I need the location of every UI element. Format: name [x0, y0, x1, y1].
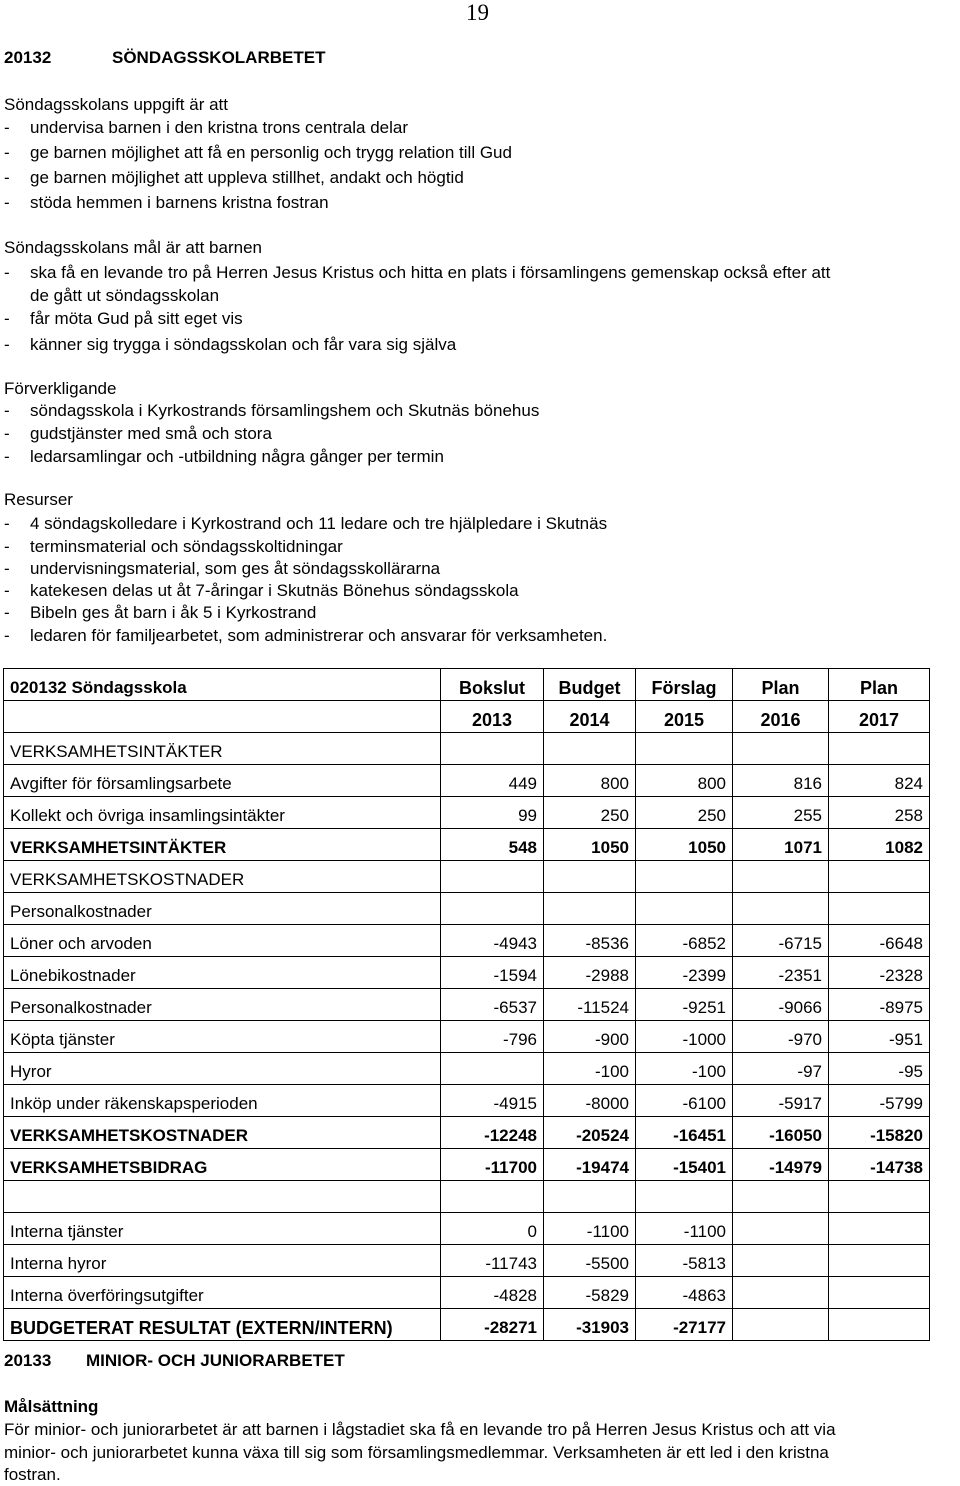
table-cell: -2988 — [544, 957, 636, 989]
table-cell: -4863 — [636, 1277, 733, 1309]
table-cell — [441, 861, 544, 893]
table-cell: -5813 — [636, 1245, 733, 1277]
table-cell — [441, 893, 544, 925]
row-label: VERKSAMHETSINTÄKTER — [4, 733, 441, 765]
table-cell — [733, 1181, 829, 1213]
list-item: - undervisningsmaterial, som ges åt söndagsskollärarna — [4, 559, 441, 578]
impl-intro: Förverkligande — [4, 379, 117, 398]
table-cell: 800 — [636, 765, 733, 797]
table-cell: -100 — [636, 1053, 733, 1085]
list-item: - terminsmaterial och söndagsskoltidningar — [4, 537, 343, 556]
table-cell: -8536 — [544, 925, 636, 957]
paragraph-line: fostran. — [4, 1465, 61, 1484]
table-cell: 258 — [829, 797, 930, 829]
list-item: - ska få en levande tro på Herren Jesus Kristus och hitta en plats i församlingens gemenskap också efter att — [4, 263, 831, 282]
table-cell: -1594 — [441, 957, 544, 989]
table-cell — [544, 893, 636, 925]
table-row — [4, 765, 930, 797]
row-label: Personalkostnader — [4, 893, 441, 925]
list-item: - ge barnen möjlighet att uppleva stillhet, andakt och högtid — [4, 168, 464, 187]
list-item: - stöda hemmen i barnens kristna fostran — [4, 193, 329, 212]
table-cell: -11700 — [441, 1149, 544, 1181]
table-cell: 1082 — [829, 829, 930, 861]
table-cell — [829, 1213, 930, 1245]
table-cell: -20524 — [544, 1117, 636, 1149]
table-cell: -2328 — [829, 957, 930, 989]
table-cell — [829, 1309, 930, 1341]
paragraph-line: minior- och juniorarbetet kunna växa till sig som församlingsmedlemmar. Verksamheten är ett led i den kristna — [4, 1443, 829, 1462]
row-label: Kollekt och övriga insamlingsintäkter — [4, 797, 441, 829]
table-cell: -9251 — [636, 989, 733, 1021]
section-heading — [4, 47, 325, 69]
row-label: Avgifter för församlingsarbete — [4, 765, 441, 797]
table-cell: -5799 — [829, 1085, 930, 1117]
table-row — [4, 925, 930, 957]
list-item: - katekesen delas ut åt 7-åringar i Skutnäs Bönehus söndagsskola — [4, 581, 519, 600]
table-cell: -1100 — [636, 1213, 733, 1245]
table-cell: -6648 — [829, 925, 930, 957]
table-cell: -16451 — [636, 1117, 733, 1149]
table-cell — [4, 701, 441, 733]
row-label: VERKSAMHETSBIDRAG — [4, 1149, 441, 1181]
table-row — [4, 1213, 930, 1245]
list-item-continuation: de gått ut söndagsskolan — [30, 286, 220, 305]
table-cell — [636, 733, 733, 765]
table-cell: 824 — [829, 765, 930, 797]
table-cell: 1071 — [733, 829, 829, 861]
table-cell: -100 — [544, 1053, 636, 1085]
list-item: - ge barnen möjlighet att få en personlig och trygg relation till Gud — [4, 143, 512, 162]
column-header: Plan — [829, 669, 930, 701]
table-cell: -6537 — [441, 989, 544, 1021]
table-cell: -9066 — [733, 989, 829, 1021]
table-cell: 449 — [441, 765, 544, 797]
table-row — [4, 1053, 930, 1085]
table-cell: 1050 — [636, 829, 733, 861]
table-row — [4, 957, 930, 989]
subheading: Målsättning — [4, 1397, 99, 1416]
table-cell — [733, 733, 829, 765]
year-header: 2013 — [441, 701, 544, 733]
table-cell — [733, 1277, 829, 1309]
budget-table — [3, 668, 930, 1341]
table-cell — [829, 1181, 930, 1213]
table-row — [4, 1181, 930, 1213]
table-cell: -31903 — [544, 1309, 636, 1341]
table-row — [4, 1149, 930, 1181]
column-header: Bokslut — [441, 669, 544, 701]
table-title: 020132 Söndagsskola — [4, 669, 441, 701]
section-code: 20133 — [4, 1351, 52, 1370]
table-cell: 250 — [636, 797, 733, 829]
table-cell: -2351 — [733, 957, 829, 989]
table-cell — [829, 893, 930, 925]
table-cell: 816 — [733, 765, 829, 797]
table-row — [4, 861, 930, 893]
table-row — [4, 1021, 930, 1053]
row-label: Köpta tjänster — [4, 1021, 441, 1053]
list-item: - 4 söndagskolledare i Kyrkostrand och 11 ledare och tre hjälpledare i Skutnäs — [4, 514, 608, 533]
table-row — [4, 1309, 930, 1341]
table-cell: -12248 — [441, 1117, 544, 1149]
column-header: Plan — [733, 669, 829, 701]
row-label: BUDGETERAT RESULTAT (EXTERN/INTERN) — [4, 1309, 441, 1341]
table-cell: 99 — [441, 797, 544, 829]
table-cell: -6100 — [636, 1085, 733, 1117]
row-label: Interna överföringsutgifter — [4, 1277, 441, 1309]
table-row — [4, 893, 930, 925]
table-cell: -11743 — [441, 1245, 544, 1277]
row-label: Lönebikostnader — [4, 957, 441, 989]
table-cell: -97 — [733, 1053, 829, 1085]
table-cell: 548 — [441, 829, 544, 861]
table-cell — [636, 861, 733, 893]
table-cell: -16050 — [733, 1117, 829, 1149]
list-item: - får möta Gud på sitt eget vis — [4, 309, 243, 328]
row-label: Interna hyror — [4, 1245, 441, 1277]
list-item: - undervisa barnen i den kristna trons centrala delar — [4, 118, 408, 137]
table-cell: -970 — [733, 1021, 829, 1053]
list-item: - gudstjänster med små och stora — [4, 424, 272, 443]
table-cell: -6715 — [733, 925, 829, 957]
table-cell: 250 — [544, 797, 636, 829]
row-label: Löner och arvoden — [4, 925, 441, 957]
goal-intro: Söndagsskolans mål är att barnen — [4, 238, 262, 257]
section-code: 20132 — [4, 48, 52, 67]
page-number: 19 — [466, 0, 489, 25]
table-cell — [829, 861, 930, 893]
table-cell — [544, 1181, 636, 1213]
table-cell: -28271 — [441, 1309, 544, 1341]
section-heading — [4, 1350, 345, 1372]
table-cell: 1050 — [544, 829, 636, 861]
table-cell: -6852 — [636, 925, 733, 957]
table-row — [4, 1245, 930, 1277]
table-year-row — [4, 701, 930, 733]
table-cell: -1000 — [636, 1021, 733, 1053]
task-intro: Söndagsskolans uppgift är att — [4, 95, 228, 114]
table-cell: -796 — [441, 1021, 544, 1053]
table-row — [4, 989, 930, 1021]
table-cell — [829, 1245, 930, 1277]
table-cell: -900 — [544, 1021, 636, 1053]
year-header: 2015 — [636, 701, 733, 733]
table-row — [4, 1277, 930, 1309]
table-cell — [733, 1309, 829, 1341]
table-cell: -27177 — [636, 1309, 733, 1341]
table-cell — [636, 893, 733, 925]
year-header: 2014 — [544, 701, 636, 733]
table-cell — [733, 893, 829, 925]
table-cell: -15401 — [636, 1149, 733, 1181]
section-title: MINIOR- OCH JUNIORARBETET — [86, 1351, 345, 1370]
list-item: - ledarsamlingar och -utbildning några gånger per termin — [4, 447, 444, 466]
table-cell: -1100 — [544, 1213, 636, 1245]
table-cell: 255 — [733, 797, 829, 829]
list-item: - Bibeln ges åt barn i åk 5 i Kyrkostrand — [4, 603, 317, 622]
table-cell: -14979 — [733, 1149, 829, 1181]
table-cell — [733, 861, 829, 893]
list-item: - ledaren för familjearbetet, som administrerar och ansvarar för verksamheten. — [4, 626, 608, 645]
list-item: - söndagsskola i Kyrkostrands församlingshem och Skutnäs bönehus — [4, 401, 540, 420]
table-row — [4, 829, 930, 861]
table-row — [4, 797, 930, 829]
row-label: Personalkostnader — [4, 989, 441, 1021]
table-cell — [829, 1277, 930, 1309]
table-cell — [544, 861, 636, 893]
table-cell: -95 — [829, 1053, 930, 1085]
table-cell: -5829 — [544, 1277, 636, 1309]
table-cell — [544, 733, 636, 765]
section-title: SÖNDAGSSKOLARBETET — [112, 48, 326, 67]
table-cell: 800 — [544, 765, 636, 797]
column-header: Förslag — [636, 669, 733, 701]
row-label: VERKSAMHETSKOSTNADER — [4, 1117, 441, 1149]
table-cell: -11524 — [544, 989, 636, 1021]
row-label: Interna tjänster — [4, 1213, 441, 1245]
table-row — [4, 1085, 930, 1117]
res-intro: Resurser — [4, 490, 73, 509]
table-cell — [441, 733, 544, 765]
table-row — [4, 1117, 930, 1149]
row-label: VERKSAMHETSINTÄKTER — [4, 829, 441, 861]
year-header: 2017 — [829, 701, 930, 733]
column-header: Budget — [544, 669, 636, 701]
year-header: 2016 — [733, 701, 829, 733]
table-cell: -8975 — [829, 989, 930, 1021]
list-item: - känner sig trygga i söndagsskolan och får vara sig själva — [4, 335, 457, 354]
table-cell: -5917 — [733, 1085, 829, 1117]
row-label — [4, 1181, 441, 1213]
table-cell: -2399 — [636, 957, 733, 989]
paragraph-line: För minior- och juniorarbetet är att barnen i lågstadiet ska få en levande tro på Herren Jesus Kristus och att via — [4, 1420, 836, 1439]
table-cell: 0 — [441, 1213, 544, 1245]
table-cell: -15820 — [829, 1117, 930, 1149]
row-label: Inköp under räkenskapsperioden — [4, 1085, 441, 1117]
table-cell: -951 — [829, 1021, 930, 1053]
table-cell: -14738 — [829, 1149, 930, 1181]
table-cell — [733, 1213, 829, 1245]
row-label: Hyror — [4, 1053, 441, 1085]
table-cell — [733, 1245, 829, 1277]
table-cell — [441, 1181, 544, 1213]
row-label: VERKSAMHETSKOSTNADER — [4, 861, 441, 893]
table-cell: -8000 — [544, 1085, 636, 1117]
table-cell: -19474 — [544, 1149, 636, 1181]
table-cell — [441, 1053, 544, 1085]
table-cell: -4915 — [441, 1085, 544, 1117]
table-row — [4, 733, 930, 765]
table-cell: -4943 — [441, 925, 544, 957]
table-cell — [829, 733, 930, 765]
table-cell: -4828 — [441, 1277, 544, 1309]
table-cell — [636, 1181, 733, 1213]
table-header-row — [4, 669, 930, 701]
table-cell: -5500 — [544, 1245, 636, 1277]
